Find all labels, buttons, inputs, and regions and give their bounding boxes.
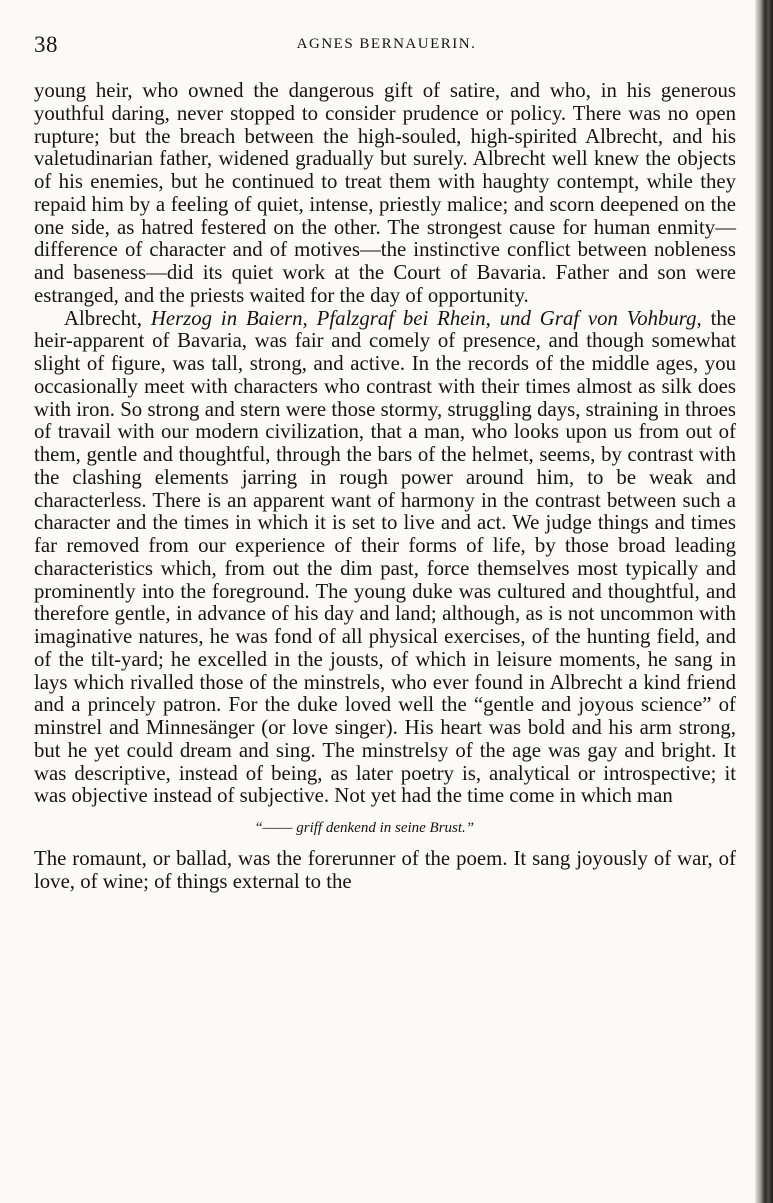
- paragraph-albrecht-rest: , the heir-apparent of Bavaria, was fair and comely of presence, and though somewhat slight of figure, was tall, strong, and active. In the records of the middle ages, you occasionally meet with characters who contrast with their times almost as silk does with iron. So strong and stern were those stormy, struggling days, straining in throes of travail with our modern civilization, that a man, who looks upon us from out of them, gentle and thoughtful, through the bars of the helmet, seems, by contrast with the clashing elements jarring in rough power around him, to be weak and characterless. There is an apparent want of harmony in the contrast between such a character and the times in which it is set to live and act. We judge things and times far removed from our experience of their forms of life, by those broad leading characteristics which, from out the dim past, force themselves most typically and prominently into the foreground. The young duke was cultured and thoughtful, and therefore gentle, in advance of his day and land; although, as is not uncommon with imaginative natures, he was fond of all physical exercises, of the hunting field, and of the tilt-yard; he excelled in the jousts, of which in leisure moments, he sang in lays which rivalled those of the minstrels, who ever found in Albrecht a kind friend and a princely patron. For the duke loved well the “gentle and joyous science” of minstrel and Minnesänger (or love singer). His heart was bold and his arm strong, but he yet could dream and sing. The minstrelsy of the age was gay and bright. It was descriptive, instead of being, as later poetry is, analytical or introspective; it was objective instead of subjective. Not yet had the time come in which man: [34, 306, 736, 808]
- block-quote: [34, 818, 736, 838]
- quote-text: griff denkend in seine Brust.”: [292, 820, 475, 836]
- quote-open: “——: [255, 820, 293, 836]
- paragraph-albrecht-start: Albrecht,: [64, 306, 151, 330]
- page-body: [34, 80, 736, 894]
- albrecht-titles: Herzog in Baiern, Pfalzgraf bei Rhein, und Graf von Vohburg: [150, 306, 697, 330]
- page-number: 38: [34, 32, 58, 57]
- paragraph-continued: young heir, who owned the dangerous gift of satire, and who, in his generous youthful daring, never stopped to consider prudence or policy. There was no open rupture; but the breach between the high-souled, high-spirited Albrecht, and his valetudinarian father, widened gradually but surely. Albrecht well knew the objects of his enemies, but he continued to treat them with haughty contempt, while they repaid him by a feeling of quiet, intense, priestly malice; and scorn deepened on the one side, as hatred festered on the other. The strongest cause for human enmity—difference of character and of motives—the instinctive conflict between nobleness and baseness—did its quiet work at the Court of Bavaria. Father and son were estranged, and the priests waited for the day of opportunity.: [34, 79, 736, 307]
- book-spine-shadow: [755, 0, 773, 1203]
- paragraph-albrecht: [34, 308, 736, 809]
- paragraph-romaunt: The romaunt, or ballad, was the forerunner of the poem. It sang joyously of war, of love, of wine; of things external to the: [34, 847, 736, 893]
- running-head-title: AGNES BERNAUERIN.: [296, 36, 477, 52]
